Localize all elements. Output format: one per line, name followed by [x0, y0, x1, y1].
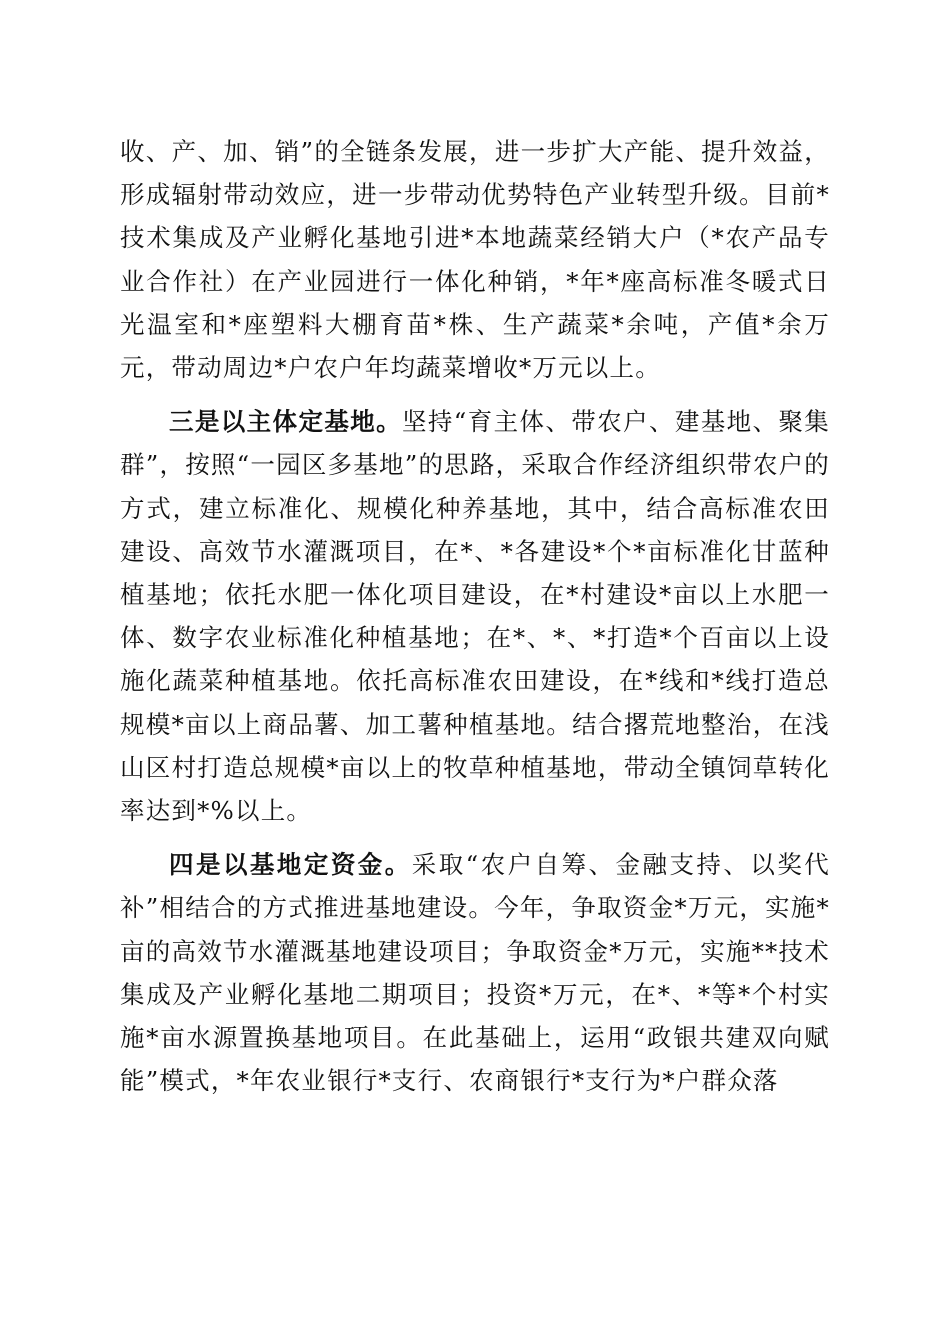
paragraph-continuation — [120, 130, 830, 389]
paragraph-text: 坚持“育主体、带农户、建基地、聚集群”，按照“一园区多基地”的思路，采取合作经济组织带农户的方式，建立标准化、规模化种养基地，其中，结合高标准农田建设、高效节水灌溉项目，在*、*各建设*个*亩标准化甘蓝种植基地；依托水肥一体化项目建设，在*村建设*亩以上水肥一体、数字农业标准化种植基地；在*、*、*打造*个百亩以上设施化蔬菜种植基地。依托高标准农田建设，在*线和*线打造总规模*亩以上商品薯、加工薯种植基地。结合撂荒地整治，在浅山区村打造总规模*亩以上的牧草种植基地，带动全镇饲草转化率达到*%以上。 — [120, 407, 830, 826]
paragraph-text: 收、产、加、销”的全链条发展，进一步扩大产能、提升效益，形成辐射带动效应，进一步带动优势特色产业转型升级。目前*技术集成及产业孵化基地引进*本地蔬菜经销大户（*农产品专业合作社）在产业园进行一体化种销，*年*座高标准冬暖式日光温室和*座塑料大棚育苗*株、生产蔬菜*余吨，产值*余万元，带动周边*户农户年均蔬菜增收*万元以上。 — [120, 137, 830, 383]
paragraph-text: 采取“农户自筹、金融支持、以奖代补”相结合的方式推进基地建设。今年，争取资金*万元，实施*亩的高效节水灌溉基地建设项目；争取资金*万元，实施**技术集成及产业孵化基地二期项目；投资*万元，在*、*等*个村实施*亩水源置换基地项目。在此基础上，运用“政银共建双向赋能”模式，*年农业银行*支行、农商银行*支行为*户群众落 — [120, 850, 830, 1096]
paragraph-subjects-bases — [120, 400, 830, 832]
paragraph-lead: 三是以主体定基地。 — [169, 407, 403, 437]
paragraph-bases-funds — [120, 843, 830, 1102]
document-body — [120, 130, 830, 1102]
paragraph-lead: 四是以基地定资金。 — [169, 850, 412, 880]
